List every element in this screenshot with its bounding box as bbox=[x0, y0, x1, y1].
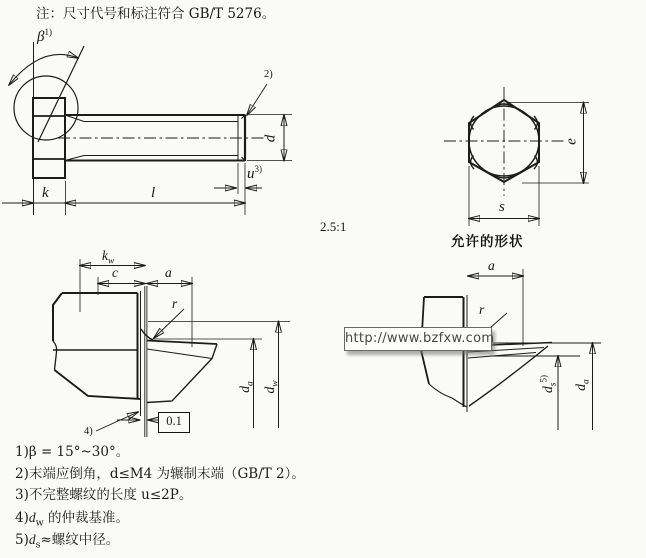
r-leader-left bbox=[154, 309, 184, 338]
da-right-symbol: d bbox=[573, 384, 588, 391]
detail2-thread-line-3 bbox=[468, 353, 536, 359]
dim-da-right-label bbox=[573, 371, 592, 399]
dim-e-label: e bbox=[563, 138, 580, 145]
beta-angle-line bbox=[38, 46, 84, 142]
detail-corner-sliver bbox=[53, 341, 57, 370]
hex-end-view bbox=[444, 87, 589, 226]
footnotes-block bbox=[15, 442, 305, 552]
kw-symbol: k bbox=[102, 248, 108, 263]
dw-subscript: w bbox=[270, 380, 281, 387]
footnote-5-subscript: s bbox=[35, 539, 41, 551]
detail-head-left-edge bbox=[53, 293, 62, 341]
footnote-5-symbol: d bbox=[28, 532, 36, 547]
standard-reference-note: 注：尺寸代号和标注符合 GB/T 5276。 bbox=[36, 6, 276, 22]
dim-u-label bbox=[247, 164, 262, 182]
dim-r-right-label: r bbox=[479, 302, 485, 317]
footnote-4-subscript: w bbox=[35, 517, 44, 529]
footnote-1: 1)β = 15°~30°。 bbox=[15, 444, 130, 460]
watermark-box[interactable]: http://www.bzfxw.com bbox=[344, 327, 492, 351]
beta-symbol: β bbox=[37, 29, 45, 45]
dim-r-left-label: r bbox=[172, 296, 178, 311]
da-left-symbol: d bbox=[237, 386, 252, 393]
u-symbol: u bbox=[247, 166, 255, 182]
end-chamfer-callout: 2) bbox=[264, 69, 273, 80]
shank-section-outline bbox=[147, 344, 217, 403]
dim-d-label: d bbox=[262, 134, 279, 143]
dim-a-left-label: a bbox=[165, 265, 172, 280]
footnote-4-text: 的仲裁基准。 bbox=[43, 509, 130, 526]
dim-kw-label bbox=[102, 248, 115, 267]
dw-symbol: d bbox=[262, 386, 277, 394]
footnote-3: 3)不完整螺纹的长度 u≤2P。 bbox=[15, 487, 193, 503]
dim-k-label: k bbox=[42, 185, 49, 201]
beta-footnote-ref: 1) bbox=[44, 27, 52, 37]
footnote-4-number: 4) bbox=[15, 509, 29, 526]
u-footnote-ref: 3) bbox=[254, 164, 262, 174]
flatness-tolerance-box: 0.1 bbox=[158, 412, 190, 433]
detail2-break-line bbox=[429, 384, 467, 407]
thread-runout-inner-left-detail bbox=[147, 349, 212, 359]
footnote-5 bbox=[15, 529, 305, 552]
dim-s-label: s bbox=[499, 199, 505, 215]
da-left-subscript: a bbox=[245, 381, 256, 386]
footnote-4 bbox=[15, 507, 305, 530]
head-detail-view bbox=[53, 256, 290, 437]
footnote-5-number: 5) bbox=[15, 532, 29, 548]
ds-subscript: s bbox=[548, 382, 559, 387]
datum-callout-label: 4) bbox=[84, 426, 93, 437]
detail-head-bottom-chamfer bbox=[55, 370, 142, 399]
ds-symbol: d bbox=[540, 386, 555, 393]
thread-runout-top-left-detail bbox=[147, 341, 217, 345]
dim-da-left-label bbox=[237, 373, 256, 401]
dim-dw-label bbox=[262, 373, 281, 401]
dim-a-right-label: a bbox=[488, 258, 495, 273]
beta-angle-label bbox=[37, 27, 52, 45]
footnote-2: 2)末端应倒角，d≤M4 为辗制末端（GB/T 2）。 bbox=[15, 465, 305, 482]
da-right-subscript: a bbox=[581, 379, 592, 384]
thread-root-lines bbox=[84, 122, 238, 156]
ds-footnote-ref: 5) bbox=[538, 375, 549, 383]
dim-c-label: c bbox=[112, 265, 118, 280]
detail-scale-label: 2.5:1 bbox=[320, 219, 347, 234]
dim-ds-label bbox=[538, 368, 559, 400]
footnote-4-symbol: d bbox=[28, 509, 36, 525]
detail-indicator-circle bbox=[14, 76, 78, 140]
kw-subscript: w bbox=[108, 256, 115, 267]
hex-head-facet-lines bbox=[33, 116, 65, 159]
callout-4-leader bbox=[96, 412, 138, 431]
footnote-5-text: ≈螺纹中径。 bbox=[40, 532, 120, 548]
callout-2-leader bbox=[247, 84, 267, 115]
datum-plane-lines bbox=[145, 286, 147, 437]
dim-l-label: l bbox=[151, 185, 156, 201]
hex-view-caption: 允许的形状 bbox=[451, 234, 524, 250]
